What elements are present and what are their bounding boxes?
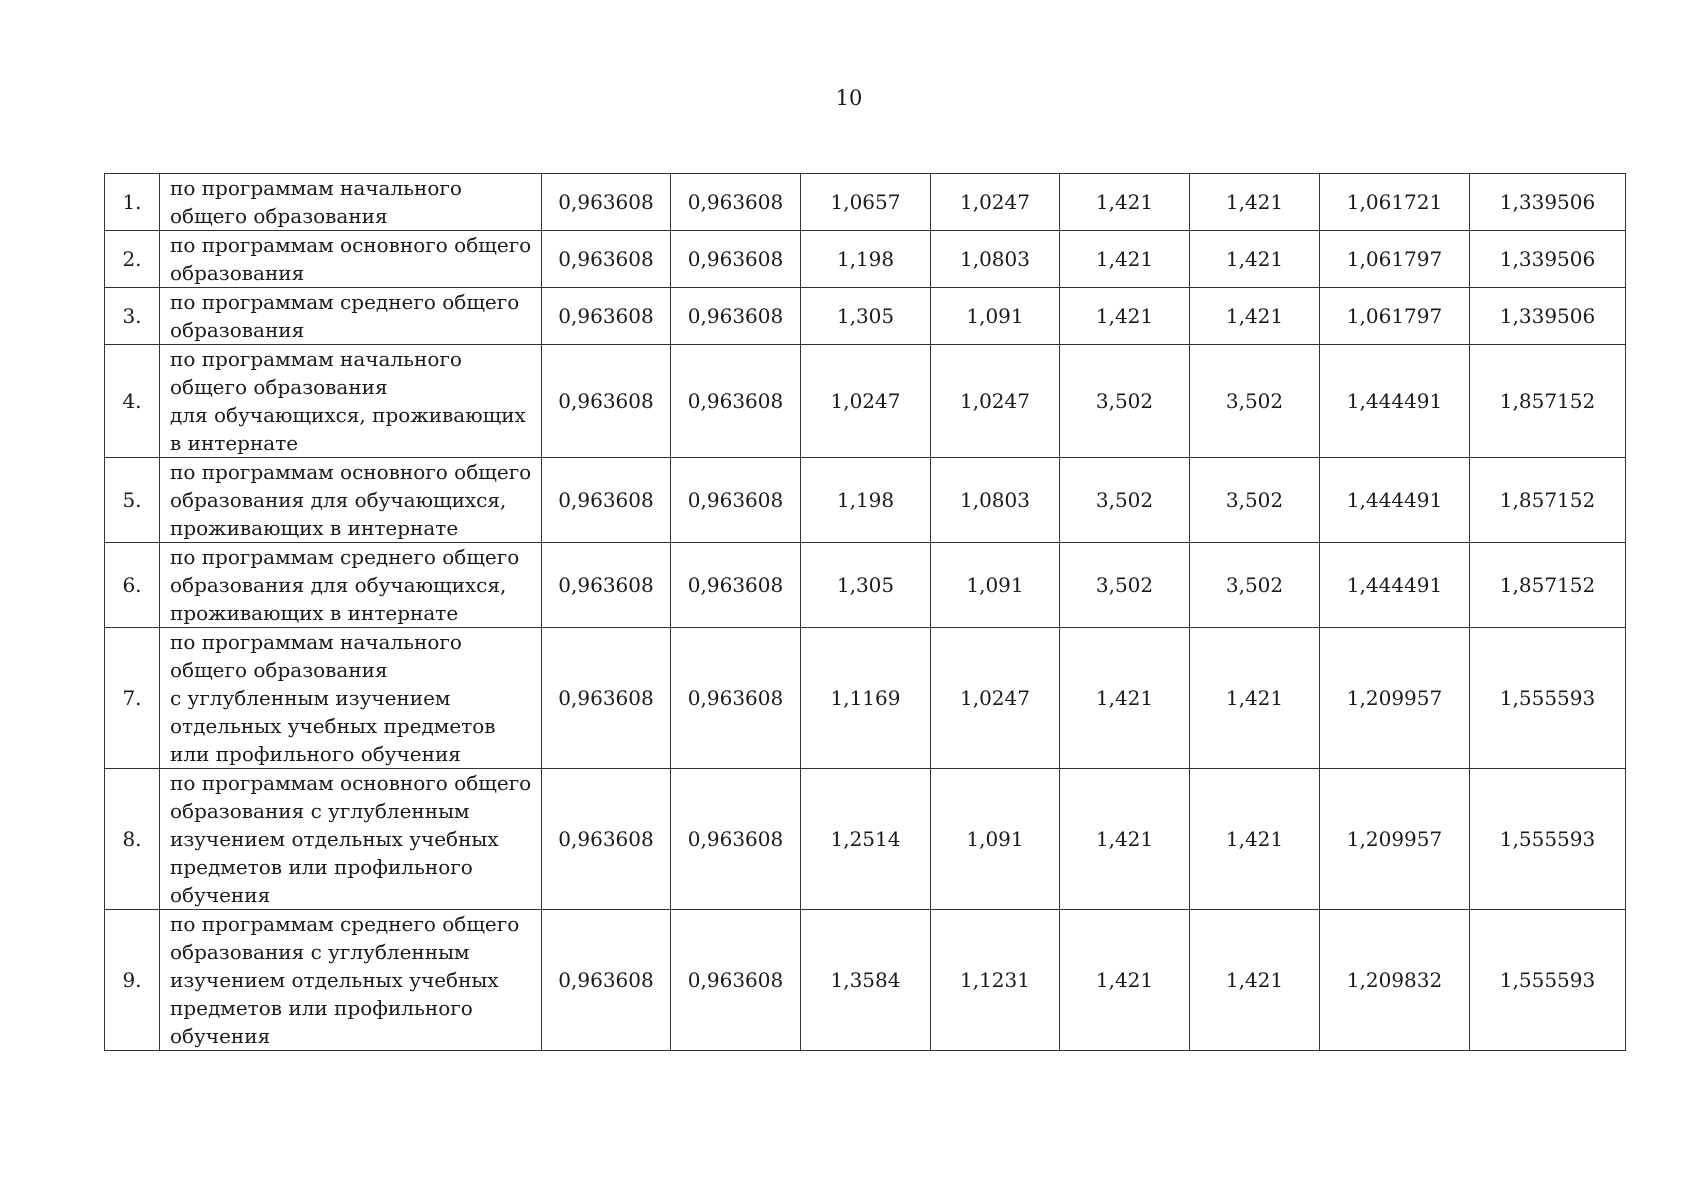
value-cell: 0,963608 [542, 769, 671, 910]
table-row [105, 458, 1626, 543]
description-line: по программам начального [170, 630, 462, 654]
row-number: 7. [105, 628, 160, 769]
value-cell: 0,963608 [542, 628, 671, 769]
value-cell: 1,091 [931, 543, 1060, 628]
description-line: предметов или профильного [170, 996, 473, 1020]
row-number: 1. [105, 174, 160, 231]
description-line: по программам основного общего [170, 233, 532, 257]
description-line: обучения [170, 1024, 271, 1048]
value-cell: 3,502 [1190, 458, 1320, 543]
description-line: общего образования [170, 204, 388, 228]
description-line: с углубленным изучением [170, 686, 451, 710]
value-cell: 3,502 [1060, 458, 1190, 543]
value-cell: 0,963608 [671, 174, 801, 231]
value-cell: 1,421 [1060, 910, 1190, 1051]
description-line: образования с углубленным [170, 940, 470, 964]
value-cell: 1,209957 [1320, 769, 1470, 910]
description-line: по программам начального [170, 347, 462, 371]
value-cell: 1,3584 [801, 910, 931, 1051]
row-description [160, 458, 542, 543]
value-cell: 1,421 [1060, 288, 1190, 345]
table-row [105, 345, 1626, 458]
value-cell: 0,963608 [542, 345, 671, 458]
description-line: образования [170, 261, 305, 285]
coefficient-table [104, 173, 1626, 1051]
value-cell: 3,502 [1190, 543, 1320, 628]
table-row [105, 910, 1626, 1051]
row-number: 5. [105, 458, 160, 543]
description-line: общего образования [170, 658, 388, 682]
value-cell: 1,305 [801, 288, 931, 345]
value-cell: 1,198 [801, 231, 931, 288]
description-line: по программам среднего общего [170, 290, 520, 314]
row-description [160, 174, 542, 231]
value-cell: 0,963608 [671, 628, 801, 769]
row-description [160, 910, 542, 1051]
description-line: образования с углубленным [170, 799, 470, 823]
value-cell: 0,963608 [542, 458, 671, 543]
value-cell: 0,963608 [671, 910, 801, 1051]
table-body [105, 174, 1626, 1051]
description-line: предметов или профильного [170, 855, 473, 879]
value-cell: 3,502 [1190, 345, 1320, 458]
description-line: образования [170, 318, 305, 342]
value-cell: 1,0803 [931, 458, 1060, 543]
row-description [160, 543, 542, 628]
value-cell: 1,421 [1190, 628, 1320, 769]
value-cell: 1,091 [931, 288, 1060, 345]
table-row [105, 231, 1626, 288]
value-cell: 1,339506 [1470, 174, 1626, 231]
value-cell: 0,963608 [671, 231, 801, 288]
value-cell: 1,421 [1190, 769, 1320, 910]
value-cell: 1,0247 [931, 628, 1060, 769]
description-line: по программам среднего общего [170, 912, 520, 936]
row-description [160, 231, 542, 288]
description-line: по программам основного общего [170, 771, 532, 795]
value-cell: 0,963608 [671, 769, 801, 910]
row-number: 4. [105, 345, 160, 458]
value-cell: 1,091 [931, 769, 1060, 910]
description-line: для обучающихся, проживающих [170, 403, 526, 427]
description-line: изучением отдельных учебных [170, 827, 499, 851]
value-cell: 3,502 [1060, 543, 1190, 628]
value-cell: 1,2514 [801, 769, 931, 910]
value-cell: 0,963608 [671, 345, 801, 458]
value-cell: 1,555593 [1470, 910, 1626, 1051]
value-cell: 1,0247 [931, 174, 1060, 231]
description-line: проживающих в интернате [170, 601, 459, 625]
row-description [160, 769, 542, 910]
row-number: 6. [105, 543, 160, 628]
value-cell: 0,963608 [671, 288, 801, 345]
value-cell: 1,421 [1060, 231, 1190, 288]
row-number: 8. [105, 769, 160, 910]
description-line: общего образования [170, 375, 388, 399]
value-cell: 1,061797 [1320, 288, 1470, 345]
value-cell: 1,857152 [1470, 458, 1626, 543]
value-cell: 1,421 [1060, 628, 1190, 769]
value-cell: 0,963608 [671, 543, 801, 628]
value-cell: 0,963608 [542, 288, 671, 345]
description-line: отдельных учебных предметов [170, 714, 496, 738]
description-line: образования для обучающихся, [170, 573, 507, 597]
description-line: или профильного обучения [170, 742, 461, 766]
value-cell: 1,444491 [1320, 345, 1470, 458]
value-cell: 1,0657 [801, 174, 931, 231]
description-line: проживающих в интернате [170, 516, 459, 540]
row-description [160, 345, 542, 458]
description-line: обучения [170, 883, 271, 907]
value-cell: 1,1231 [931, 910, 1060, 1051]
value-cell: 0,963608 [671, 458, 801, 543]
value-cell: 1,061721 [1320, 174, 1470, 231]
description-line: изучением отдельных учебных [170, 968, 499, 992]
row-number: 3. [105, 288, 160, 345]
value-cell: 1,061797 [1320, 231, 1470, 288]
value-cell: 0,963608 [542, 543, 671, 628]
table-row [105, 543, 1626, 628]
value-cell: 1,421 [1060, 769, 1190, 910]
value-cell: 0,963608 [542, 910, 671, 1051]
row-description [160, 288, 542, 345]
value-cell: 1,209832 [1320, 910, 1470, 1051]
value-cell: 1,444491 [1320, 543, 1470, 628]
description-line: по программам среднего общего [170, 545, 520, 569]
value-cell: 1,339506 [1470, 231, 1626, 288]
value-cell: 1,421 [1190, 231, 1320, 288]
row-number: 2. [105, 231, 160, 288]
value-cell: 0,963608 [542, 231, 671, 288]
value-cell: 1,857152 [1470, 345, 1626, 458]
value-cell: 3,502 [1060, 345, 1190, 458]
row-description [160, 628, 542, 769]
value-cell: 1,857152 [1470, 543, 1626, 628]
value-cell: 1,305 [801, 543, 931, 628]
value-cell: 1,0247 [801, 345, 931, 458]
value-cell: 1,0247 [931, 345, 1060, 458]
value-cell: 1,444491 [1320, 458, 1470, 543]
value-cell: 0,963608 [542, 174, 671, 231]
description-line: по программам начального [170, 176, 462, 200]
description-line: по программам основного общего [170, 460, 532, 484]
value-cell: 1,555593 [1470, 628, 1626, 769]
table-row [105, 288, 1626, 345]
value-cell: 1,339506 [1470, 288, 1626, 345]
value-cell: 1,1169 [801, 628, 931, 769]
value-cell: 1,421 [1060, 174, 1190, 231]
value-cell: 1,421 [1190, 910, 1320, 1051]
value-cell: 1,421 [1190, 174, 1320, 231]
description-line: в интернате [170, 431, 299, 455]
value-cell: 1,209957 [1320, 628, 1470, 769]
row-number: 9. [105, 910, 160, 1051]
table-row [105, 628, 1626, 769]
value-cell: 1,421 [1190, 288, 1320, 345]
table-row [105, 769, 1626, 910]
value-cell: 1,555593 [1470, 769, 1626, 910]
table-row [105, 174, 1626, 231]
description-line: образования для обучающихся, [170, 488, 507, 512]
page-number: 10 [835, 86, 863, 110]
value-cell: 1,198 [801, 458, 931, 543]
value-cell: 1,0803 [931, 231, 1060, 288]
